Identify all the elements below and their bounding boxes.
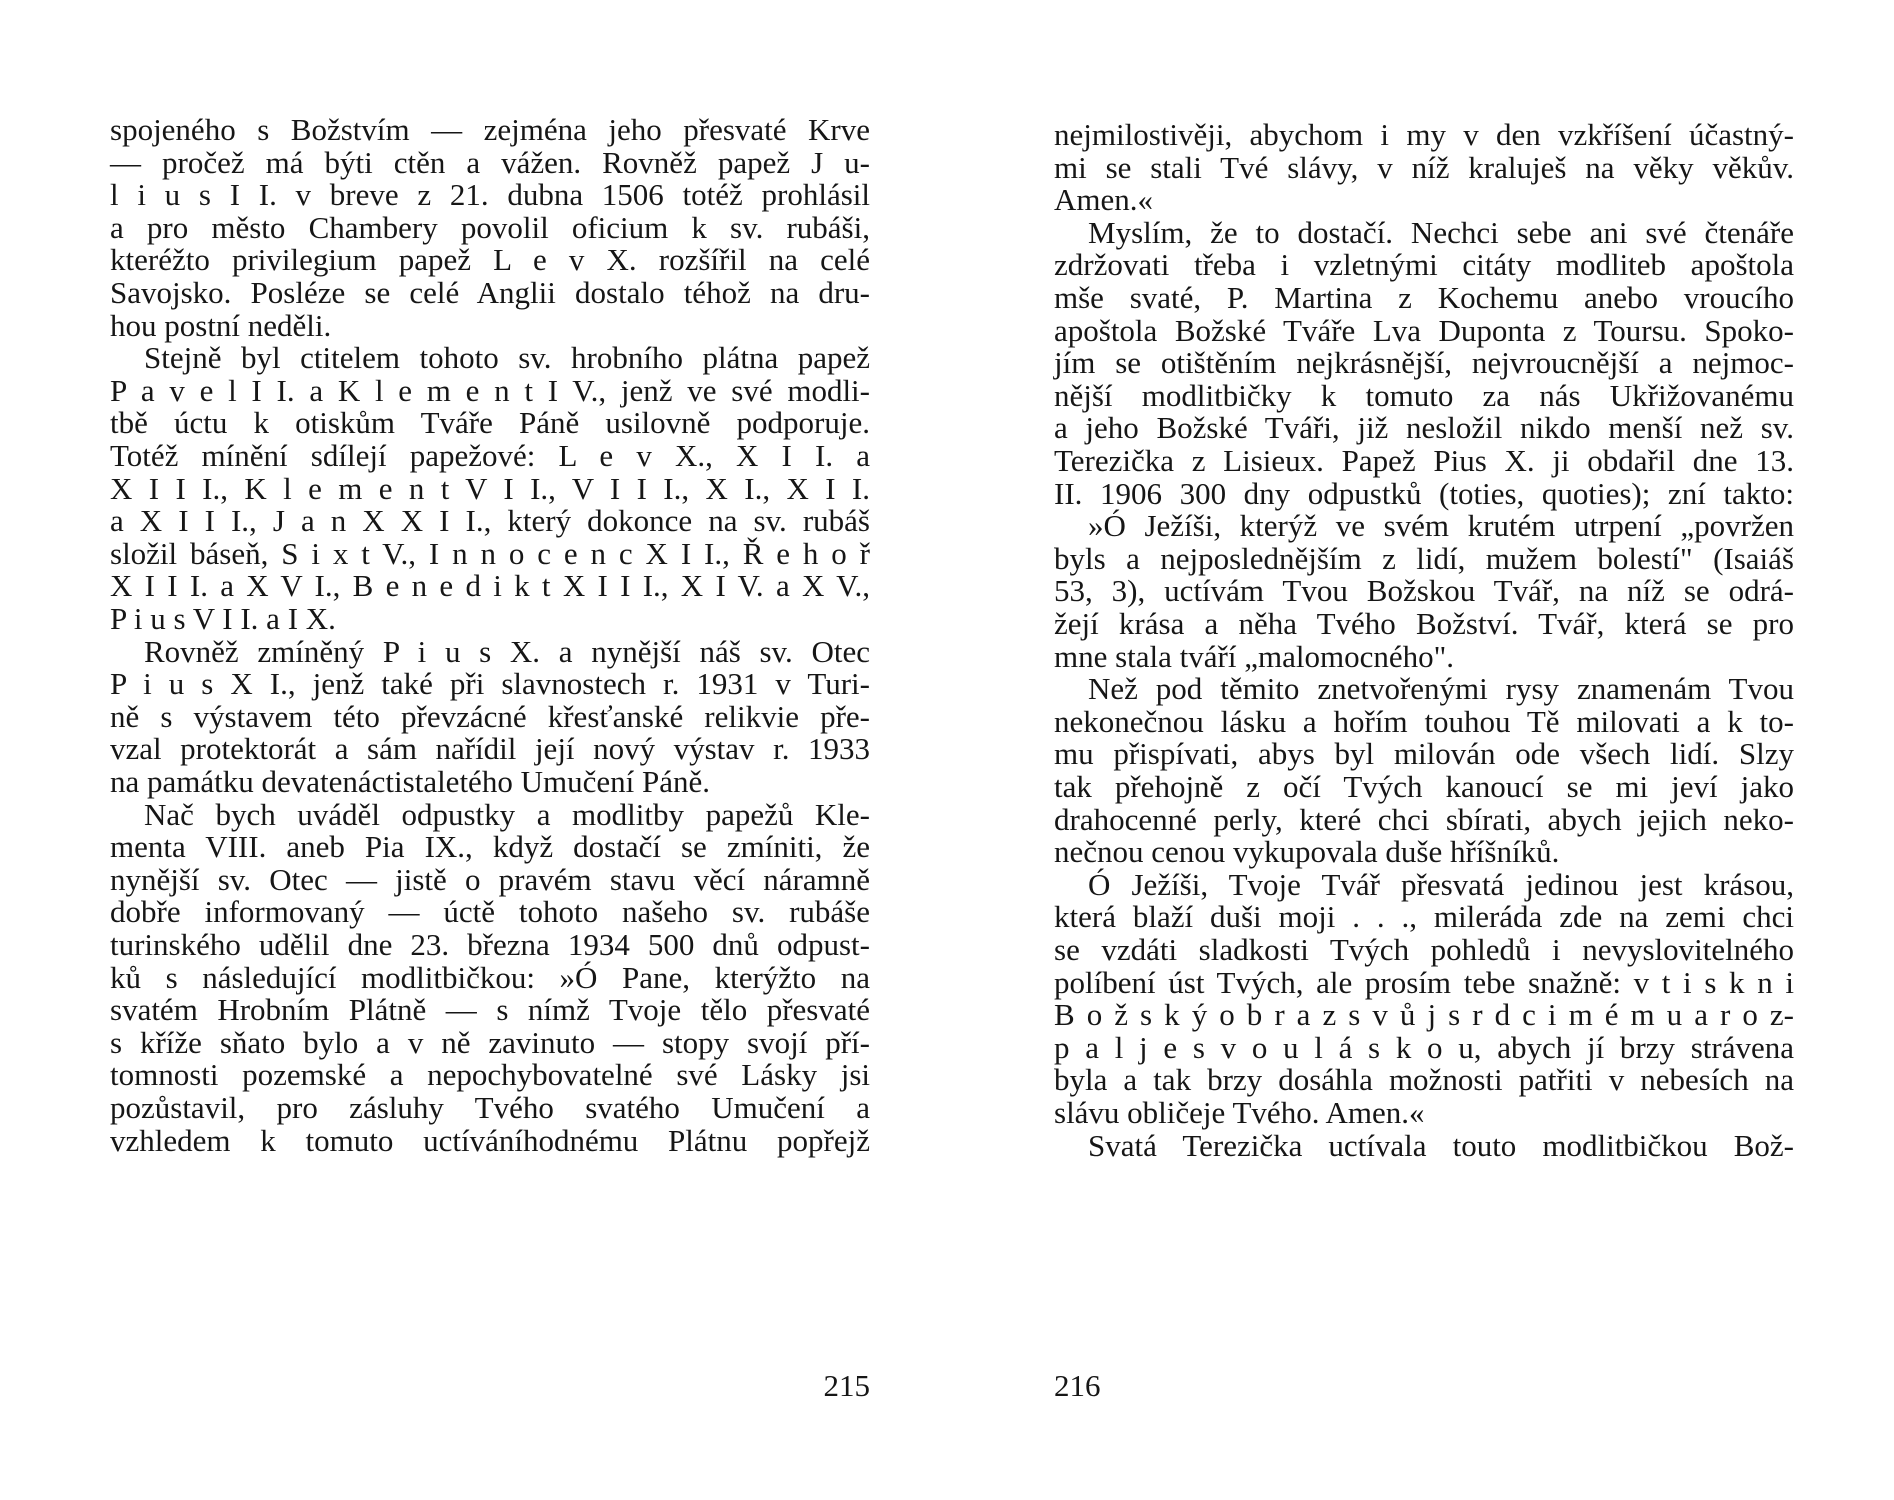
text-line: mi se stali Tvé slávy, v níž kraluješ na věky věkův. bbox=[1054, 149, 1794, 185]
text-line: vzal protektorát a sám nařídil její nový výstav r. 1933 bbox=[110, 731, 870, 767]
page-right bbox=[1054, 0, 1794, 1500]
text-line: — pročež má býti ctěn a vážen. Rovněž papež J u- bbox=[110, 144, 870, 180]
text-line: hou postní neděli. bbox=[110, 307, 332, 343]
text-line: jím se otištěním nejkrásnější, nejvroucnější a nejmoc- bbox=[1054, 345, 1794, 381]
text-line: nynější sv. Otec — jistě o pravém stavu věcí náramně bbox=[110, 861, 870, 897]
text-line: Ó Ježíši, Tvoje Tvář přesvatá jedinou jest krásou, bbox=[1088, 866, 1794, 902]
text-line: pozůstavil, pro zásluhy Tvého svatého Umučení a bbox=[110, 1090, 870, 1125]
text-line: zdržovati třeba i vzletnými citáty modliteb apoštola bbox=[1054, 247, 1794, 283]
text-line: Totéž mínění sdílejí papežové: L e v X., X I I. a bbox=[110, 438, 870, 473]
text-line: a pro město Chambery povolil oficium k sv. rubáši, bbox=[110, 209, 870, 245]
text-line: se vzdáti sladkosti Tvých pohledů i nevyslovitelného bbox=[1054, 932, 1794, 967]
text-line: s kříže sňato bylo a v ně zavinuto — stopy svojí pří- bbox=[110, 1024, 870, 1060]
text-line: mše svaté, P. Martina z Kochemu anebo vroucího bbox=[1054, 280, 1794, 315]
text-line: Myslím, že to dostačí. Nechci sebe ani své čtenáře bbox=[1088, 214, 1794, 250]
text-line: 53, 3), uctívám Tvou Božskou Tvář, na níž se odrá- bbox=[1054, 573, 1794, 609]
text-line: která blaží duši moji . . ., mileráda zde na zemi chci bbox=[1054, 899, 1794, 935]
text-line: Rovněž zmíněný P i u s X. a nynější náš sv. Otec bbox=[144, 633, 870, 669]
text-line: byla a tak brzy dosáhla možnosti patřiti v nebesích na bbox=[1054, 1062, 1794, 1098]
text-line: X I I I. a X V I., B e n e d i k t X I I I., X I V. a X V., bbox=[110, 568, 870, 604]
text-line: žejí krása a něha Tvého Božství. Tvář, která se pro bbox=[1054, 606, 1794, 641]
text-line: nější modlitbičky k tomuto za nás Ukřižovanému bbox=[1054, 377, 1794, 413]
text-line: Než pod těmito znetvořenými rysy znamenám Tvou bbox=[1088, 671, 1794, 707]
text-line: kteréžto privilegium papež L e v X. rozšířil na celé bbox=[110, 242, 870, 278]
text-line: složil báseň, S i x t V., I n n o c e n c X I I., Ř e h o ř bbox=[110, 535, 870, 571]
text-line: tak přehojně z očí Tvých kanoucí se mi jeví jako bbox=[1054, 769, 1794, 804]
text-line: p a l j e s v o u l á s k o u, abych jí brzy strávena bbox=[1054, 1029, 1794, 1065]
text-line: svatém Hrobním Plátně — s nímž Tvoje tělo přesvaté bbox=[110, 992, 870, 1028]
text-line: mne stala tváří „malomocného". bbox=[1054, 638, 1455, 674]
text-line: II. 1906 300 dny odpustků (toties, quoties); zní takto: bbox=[1054, 475, 1794, 511]
text-line: l i u s I I. v breve z 21. dubna 1506 totéž prohlásil bbox=[110, 177, 870, 213]
text-line: a X I I I., J a n X X I I., který dokonce na sv. rubáš bbox=[110, 503, 870, 539]
text-line: »Ó Ježíši, kterýž ve svém krutém utrpení „povržen bbox=[1088, 508, 1794, 544]
text-line: Stejně byl ctitelem tohoto sv. hrobního plátna papež bbox=[144, 340, 870, 376]
text-line: B o ž s k ý o b r a z s v ů j s r d c i m é m u a r o z- bbox=[1054, 997, 1794, 1033]
text-line: a jeho Božské Tváři, již nesložil nikdo menší než sv. bbox=[1054, 410, 1794, 446]
text-line: ků s následující modlitbičkou: »Ó Pane, kterýžto na bbox=[110, 959, 870, 995]
text-line: byls a nejposlednějším z lidí, mužem bolestí" (Isaiáš bbox=[1054, 540, 1794, 576]
text-line: slávu obličeje Tvého. Amen.« bbox=[1054, 1095, 1425, 1130]
text-line: Terezička z Lisieux. Papež Pius X. ji obdařil dne 13. bbox=[1054, 443, 1794, 478]
text-line: X I I I., K l e m e n t V I I., V I I I., X I., X I I. bbox=[110, 470, 870, 506]
text-line: nečnou cenou vykupovala duše hříšníků. bbox=[1054, 834, 1560, 870]
text-line: P a v e l I I. a K l e m e n t I V., jenž ve své modli- bbox=[110, 372, 870, 408]
text-line: nejmilostivěji, abychom i my v den vzkříšení účastný- bbox=[1054, 117, 1794, 152]
text-line: tbě úctu k otiskům Tváře Páně usilovně podporuje. bbox=[110, 405, 870, 441]
page-number: 215 bbox=[823, 1368, 870, 1403]
page-number: 216 bbox=[1054, 1368, 1101, 1403]
text-line: P i u s X I., jenž také při slavnostech r. 1931 v Turi- bbox=[110, 666, 870, 702]
text-line: ně s výstavem této převzácné křesťanské relikvie pře- bbox=[110, 698, 870, 734]
text-line: drahocenné perly, které chci sbírati, abych jejich neko- bbox=[1054, 801, 1794, 837]
text-line: mu přispívati, abys byl milován ode všech lidí. Slzy bbox=[1054, 736, 1794, 772]
text-line: P i u s V I I. a I X. bbox=[110, 601, 336, 636]
text-line: na památku devatenáctistaletého Umučení Páně. bbox=[110, 764, 710, 799]
text-line: turinského udělil dne 23. března 1934 500 dnů odpust- bbox=[110, 927, 870, 962]
text-line: vzhledem k tomuto uctíváníhodnému Plátnu popřejž bbox=[110, 1122, 870, 1158]
page-left bbox=[110, 0, 870, 1500]
text-line: apoštola Božské Tváře Lva Duponta z Toursu. Spoko- bbox=[1054, 312, 1794, 348]
text-line: dobře informovaný — úctě tohoto našeho sv. rubáše bbox=[110, 894, 870, 930]
text-line: spojeného s Božstvím — zejména jeho přesvaté Krve bbox=[110, 112, 870, 147]
text-line: Nač bych uváděl odpustky a modlitby papežů Kle- bbox=[144, 796, 870, 832]
text-line: Svatá Terezička uctívala touto modlitbičkou Bož- bbox=[1088, 1127, 1794, 1163]
text-line: tomnosti pozemské a nepochybovatelné své Lásky jsi bbox=[110, 1057, 870, 1093]
text-line: nekonečnou lásku a hořím touhou Tě milovati a k to- bbox=[1054, 703, 1794, 739]
text-line: políbení úst Tvých, ale prosím tebe snažně: v t i s k n i bbox=[1054, 964, 1794, 1000]
text-line: Amen.« bbox=[1054, 182, 1154, 218]
text-line: Savojsko. Posléze se celé Anglii dostalo téhož na dru- bbox=[110, 275, 870, 310]
text-line: menta VIII. aneb Pia IX., když dostačí se zmíniti, že bbox=[110, 829, 870, 865]
